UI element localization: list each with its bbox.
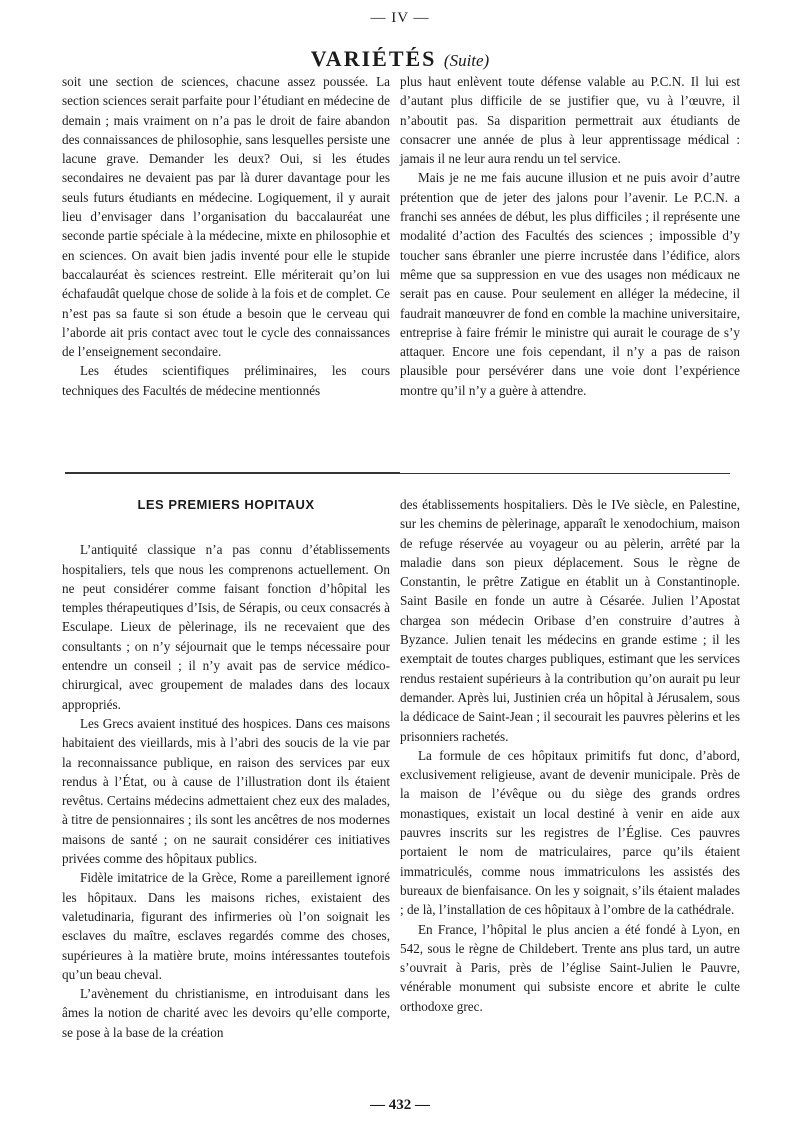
page-number: — 432 —: [370, 1097, 430, 1113]
top-left-column: [62, 72, 390, 400]
paragraph: La formule de ces hôpitaux primitifs fut donc, d’abord, exclusivement religieuse, avant de devenir municipale. Près de la maison de l’évêque ou du siège des grands ordres monastiques, existait un local destiné à venir en aide aux pauvres inscrits sur les registres de l’Église. Ces pauvres portaient le nom de matriculaires, parce qu’ils étaient immatriculés, comme nous immatriculons les assistés des bureaux de bienfaisance. On les y soignait, s’ils étaient malades ; de là, l’installation de ces hôpitaux à l’ombre de la cathédrale.: [400, 747, 740, 918]
paragraph: Mais je ne me fais aucune illusion et ne puis avoir d’autre prétention que de jeter des jalons pour l’avenir. Le P.C.N. a franchi ses années de début, les plus difficiles ; il représente une modalité d’action des Facultés des sciences ; impossible d’y toucher sans ébranler une pierre incrustée dans l’édifice, alors même que sa suppression en vue des usages non médicaux ne serait pas en cause. Pour seulement en alléger la médecine, il faudrait manœuvrer de fond en comble la machine universitaire, entreprise à faire frémir le ministre qui aurait le courage de s’y attaquer. Encore une fois cependant, il n’y a pas de raison plausible pour persévérer dans une voie dont l’expérience montre qu’il n’y a guère à attendre.: [400, 170, 740, 398]
paragraph: Fidèle imitatrice de la Grèce, Rome a pareillement ignoré les hôpitaux. Dans les maisons riches, existaient des valetudinaria, figurant des infirmeries où l’on soignait les esclaves du maître, esclaves regardés comme des choses, supérieures à la matière brute, moins intéressantes toutefois qu’un beau cheval.: [62, 870, 390, 982]
section-title-suffix: (Suite): [443, 51, 490, 70]
article-left-column: [62, 495, 390, 1042]
top-right-column: [400, 72, 740, 400]
paragraph: des établissements hospitaliers. Dès le IVe siècle, en Palestine, sur les chemins de pèlerinage, apparaît le xenodochium, maison de refuge réservée au voyageur ou au pèlerin, arrêté par la maladie dans son pieux déplacement. Sous le règne de Constantin, le prêtre Zatigue en établit un à Constantinople. Saint Basile en fonde un autre à Césarée. Julien l’Apostat chargea son médecin Oribase d’en construire d’autres à Byzance. Julien tenait les médecins en grande estime ; il les exemptait de toutes charges publiques, estimant que les services rendus restaient supérieurs à la contribution qu’on aurait pu leur demander. Après lui, Justinien créa un hôpital à Jérusalem, sous la dédicace de Saint-Jean ; il secourait les pauvres pèlerins et les prisonniers rachetés.: [400, 497, 740, 744]
paragraph: soit une section de sciences, chacune assez poussée. La section sciences serait parfaite pour l’étudiant en médecine de demain ; mais vraiment on n’a pas le droit de faire abandon des connaissances de philosophie, sans lesquelles persiste une lacune grave. Demander les deux? Oui, si les études secondaires ne devaient pas par là durer davantage pour les seuls futurs étudiants en médecine. Logiquement, il y aurait lieu d’envisager dans l’organisation du baccalauréat une seconde partie spéciale à la médecine, mixte en philosophie et en sciences. On avait bien jadis inventé pour elle le stupide baccalauréat ès sciences restreint. Elle mériterait qu’on lui échafaudât quelque chose de solide à la fois et de complet. Ce n’est pas sa faute si son étude a besoin que le cerveau qui l’aborde ait pris contact avec tout le cycle des connaissances de l’enseignement secondaire.: [62, 74, 390, 360]
paragraph: L’avènement du christianisme, en introduisant dans les âmes la notion de charité avec les devoirs qu’elle comporte, se pose à la base de la création: [62, 986, 390, 1040]
page-roman-numeral: — IV —: [370, 10, 430, 26]
section-title: [0, 46, 800, 72]
section-divider: [400, 473, 730, 474]
paragraph: En France, l’hôpital le plus ancien a été fondé à Lyon, en 542, sous le règne de Childebert. Trente ans plus tard, un autre s’ouvrait à Paris, près de l’église Saint-Julien le Pauvre, vénérable monument qui subsiste encore et abrite le culte orthodoxe grec.: [400, 921, 740, 1014]
paragraph: Les études scientifiques préliminaires, les cours techniques des Facultés de médecine mentionnés: [62, 363, 390, 398]
paragraph: L’antiquité classique n’a pas connu d’établissements hospitaliers, tels que nous les comprenons actuellement. On ne peut considérer comme faisant fonction d’hôpital les temples thérapeutiques d’Isis, de Sérapis, ou ceux consacrés à Esculape. Lieux de pèlerinage, ils ne recevaient que des consultants ; on n’y séjournait que le temps nécessaire pour entendre un conseil ; il n’y avait pas de service médico-chirurgical, avec groupement de malades dans des locaux appropriés.: [62, 542, 390, 712]
paragraph: plus haut enlèvent toute défense valable au P.C.N. Il lui est d’autant plus difficile de se justifier que, vu à l’œuvre, il n’aboutit pas. Sa disparition permettrait aux étudiants de consacrer une année de plus à leur apprentissage médical : jamais il ne leur aura rendu un tel service.: [400, 74, 740, 167]
article-title: LES PREMIERS HOPITAUX: [137, 497, 315, 512]
section-title-main: VARIÉTÉS: [310, 46, 437, 71]
article-right-column: [400, 495, 740, 1016]
section-divider: [65, 472, 400, 474]
paragraph: Les Grecs avaient institué des hospices. Dans ces maisons habitaient des vieillards, mis à l’abri des soucis de la vie par la reconnaissance publique, en raison des services par eux rendus à l’État, ou à cause de l’illustration dont ils étaient revêtus. Certains médecins admettaient chez eux des malades, à titre de pensionnaires ; ils sont les ancêtres de nos modernes maisons de santé ; on ne saurait considérer ces initiatives privées comme des hôpitaux publics.: [62, 715, 390, 867]
